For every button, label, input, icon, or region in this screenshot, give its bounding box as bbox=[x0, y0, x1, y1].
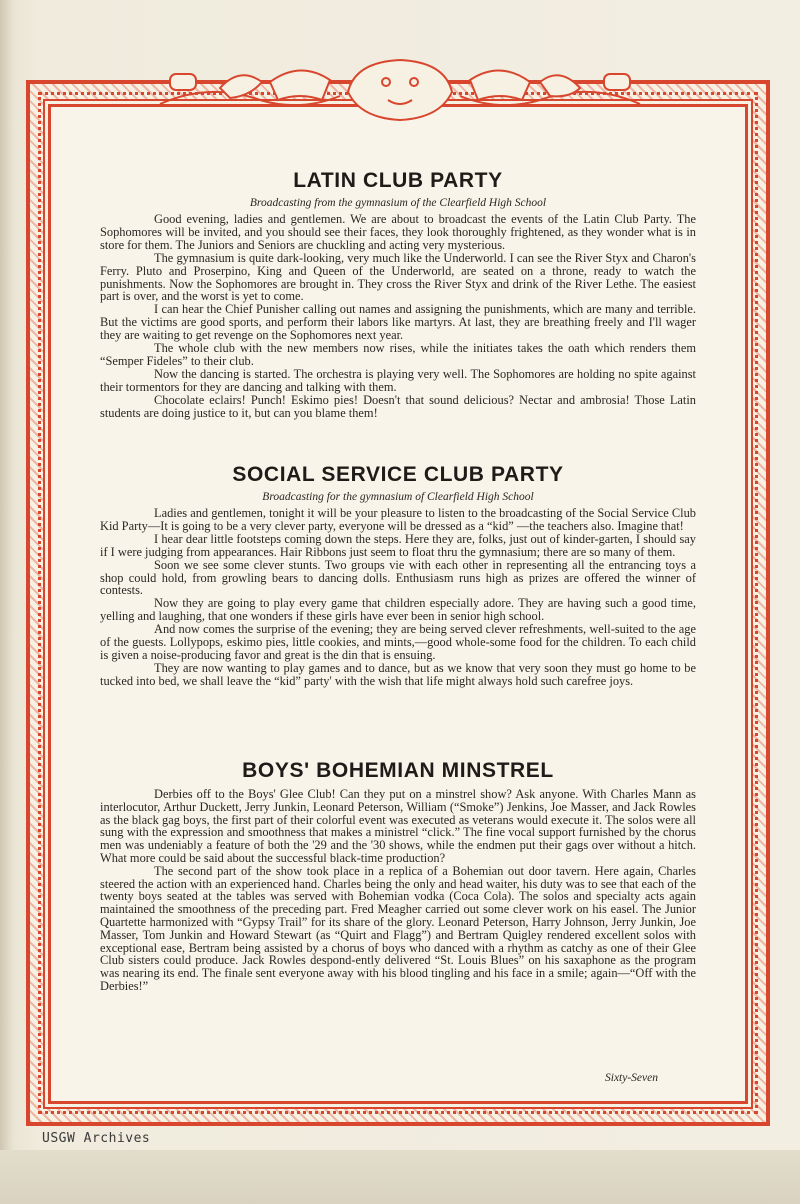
footer-credit: USGW Archives bbox=[42, 1131, 151, 1146]
section-title: SOCIAL SERVICE CLUB PARTY bbox=[232, 463, 564, 486]
section-boys-bohemian-minstrel bbox=[100, 758, 696, 993]
section-title: LATIN CLUB PARTY bbox=[293, 169, 503, 192]
paragraph: The whole club with the new members now rises, while the initiates takes the oath which renders them “Semper Fideles” to their club. bbox=[100, 341, 696, 368]
crest-ornament bbox=[150, 52, 650, 122]
section-subtitle: Broadcasting from the gymnasium of the Clearfield High School bbox=[249, 197, 547, 209]
paragraph: Now the dancing is started. The orchestra is playing very well. The Sophomores are holding no spite against their tormentors for they are dancing and talking with them. bbox=[100, 366, 696, 394]
paragraph: Chocolate eclairs! Punch! Eskimo pies! Doesn't that sound delicious? Nectar and ambrosia! Those Latin students are doing justice to it, but can you blame them! bbox=[100, 392, 696, 420]
paragraph: I hear dear little footsteps coming down the steps. Here they are, folks, just out of kinder-garten, I should say if I were judging from appearances. Hair Ribbons just seem to float thru the gymnasium; there are so many of them. bbox=[100, 531, 696, 559]
section-latin-club bbox=[100, 168, 696, 420]
paragraph: And now comes the surprise of the evening; they are being served clever refreshments, well-suited to the age of the guests. Lollypops, eskimo pies, little cookies, and mints,—good whole-some food for the children. To each child is given a noise-producing favor and great is the din that is ensuing. bbox=[100, 622, 696, 662]
page-number: Sixty-Seven bbox=[605, 1072, 658, 1084]
paragraph: Now they are going to play every game that children especially adore. They are having such a good time, yelling and laughing, that one wonders if these girls have ever been in senior high school. bbox=[100, 596, 696, 624]
paragraph: The gymnasium is quite dark-looking, very much like the Underworld. I can see the River Styx and Charon's Ferry. Pluto and Proserpino, King and Queen of the Underworld, are seated on a throne, ready to watch the punishments. Now the Sophomores are brought in. They cross the River Styx and drink of the River Lethe. The easiest part is over, and the worst is yet to come. bbox=[100, 250, 696, 304]
paragraph: Good evening, ladies and gentlemen. We are about to broadcast the events of the Latin Club Party. The Sophomores will be invited, and you should see their faces, they look thoroughly frightened, as they wonder what is in store for them. The Juniors and Seniors are chuckling and acting very mysterious. bbox=[100, 212, 696, 252]
section-subtitle: Broadcasting for the gymnasium of Clearfield High School bbox=[262, 491, 534, 503]
section-social-service-club bbox=[100, 462, 696, 688]
paragraph: Derbies off to the Boys' Glee Club! Can they put on a minstrel show? Ask anyone. With Charles Mann as interlocutor, Arthur Duckett, Jerry Junkin, Leonard Peterson, William (“Smoke”) Jenkins, Joe Masser, and Jack Rowles as the black gag boys, the first part of their colorful event was executed as veterans would execute it. The solos were all sung with the expression and smoothness that makes a ministrel “click.” The fine vocal support furnished by the chorus men was undeniably a feature of both the '29 and the '30 shows, while the endmen put their gags over without a hitch. What more could be said about the successful black-time production? bbox=[100, 787, 696, 865]
scan-margin bbox=[0, 1150, 800, 1204]
section-title: BOYS' BOHEMIAN MINSTREL bbox=[242, 759, 554, 782]
paragraph: Soon we see some clever stunts. Two groups vie with each other in representing all the entrancing toys a shop could hold, from growling bears to dancing dolls. Enthusiasm runs high as prizes are offered the winner of contests. bbox=[100, 557, 696, 598]
paragraph: They are now wanting to play games and to dance, but as we know that very soon they must go home to be tucked into bed, we shall leave the “kid” party' with the wish that life might always hold such carefree joys. bbox=[100, 660, 696, 688]
paragraph: The second part of the show took place in a replica of a Bohemian out door tavern. Here again, Charles steered the action with an experienced hand. Charles being the only and head waiter, his duty was to see that each of the twenty boys seated at the tables was served with Bohemian vodka (Coca Cola). The solos and specialty acts again maintained the smoothness of the preceding part. Fred Meagher carried out some clever work on his easel. The Junior Quartette harmonized with “Gypsy Trail” for its share of the glory. Leonard Peterson, Harry Johnson, Jerry Junkin, Joe Masser, Tom Junkin and Howard Stewart (as “Quirt and Flagg”) and Bertram Quigley rendered excellent solos with exceptional ease, Bertram being assisted by a chorus of boys who danced with a rhythm as catchy as one of their Glee Club sisters could produce. Jack Rowles despond-ently delivered “St. Louis Blues” on his saxaphone as the program was nearing its end. The finale sent everyone away with his blood tingling and his face in a smile; again—“Off with the Derbies!” bbox=[100, 863, 696, 993]
paragraph: Ladies and gentlemen, tonight it will be your pleasure to listen to the broadcasting of the Social Service Club Kid Party—It is going to be a very clever party, everyone will be dressed as a “kid” —the teachers also. Imagine that! bbox=[100, 506, 696, 533]
paragraph: I can hear the Chief Punisher calling out names and assigning the punishments, which are many and terrible. But the victims are good sports, and perform their labors like martyrs. At last, they are breathing freely and I'll wager they are waiting to get revenge on the Sophomores next year. bbox=[100, 302, 696, 343]
